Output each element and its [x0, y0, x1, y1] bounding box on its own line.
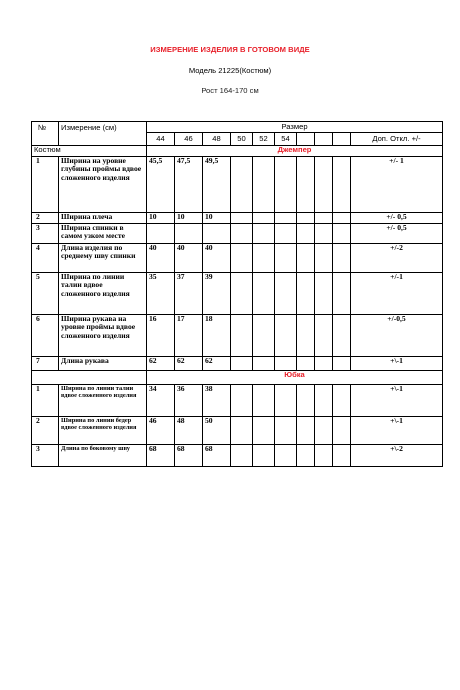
empty-size-cell [297, 213, 315, 224]
size-header-cell [333, 133, 351, 146]
empty-size-cell [333, 417, 351, 445]
row-number: 5 [32, 273, 59, 315]
table-row [32, 224, 443, 244]
tolerance-value: +/- 0,5 [351, 224, 443, 244]
value-48: 38 [203, 385, 231, 417]
value-48: 62 [203, 357, 231, 371]
row-number: 3 [32, 224, 59, 244]
tolerance-value: +/- 0,5 [351, 213, 443, 224]
empty-size-cell [315, 445, 333, 467]
value-46: 37 [175, 273, 203, 315]
model-label: Модель 21225(Костюм) [188, 66, 272, 75]
empty-size-cell [297, 315, 315, 357]
row-number: 1 [32, 385, 59, 417]
empty-size-cell [253, 157, 275, 213]
empty-size-cell [333, 213, 351, 224]
measurement-name: Ширина рукава на уровне проймы вдвое сложенного изделия [59, 315, 147, 357]
empty-size-cell [315, 315, 333, 357]
value-44: 10 [147, 213, 175, 224]
empty-size-cell [275, 315, 297, 357]
empty-size-cell [231, 224, 253, 244]
empty-size-cell [275, 213, 297, 224]
empty-size-cell [253, 385, 275, 417]
empty-size-cell [253, 357, 275, 371]
tolerance-value: +/-0,5 [351, 315, 443, 357]
empty-size-cell [333, 157, 351, 213]
empty-size-cell [315, 244, 333, 273]
section-skirt: Юбка [147, 371, 443, 385]
measurement-name: Длина по боковому шву [59, 445, 147, 467]
measurement-table [31, 121, 443, 467]
empty-size-cell [297, 273, 315, 315]
value-44: 34 [147, 385, 175, 417]
tolerance-value: +\-1 [351, 385, 443, 417]
empty-size-cell [275, 157, 297, 213]
measurement-name: Ширина плеча [59, 213, 147, 224]
value-48: 49,5 [203, 157, 231, 213]
empty-size-cell [333, 315, 351, 357]
size-header-cell: 52 [253, 133, 275, 146]
empty-size-cell [231, 244, 253, 273]
value-46: 40 [175, 244, 203, 273]
value-44: 68 [147, 445, 175, 467]
empty-size-cell [333, 244, 351, 273]
table-row [32, 273, 443, 315]
empty-size-cell [253, 417, 275, 445]
value-44: 40 [147, 244, 175, 273]
empty-size-cell [315, 273, 333, 315]
tolerance-value: +\-1 [351, 417, 443, 445]
empty-size-cell [297, 385, 315, 417]
height-label: Рост 164-170 см [201, 86, 259, 95]
size-header-cell: 48 [203, 133, 231, 146]
value-46: 17 [175, 315, 203, 357]
empty-size-cell [297, 417, 315, 445]
empty-size-cell [315, 417, 333, 445]
empty-size-cell [315, 157, 333, 213]
empty-size-cell [315, 224, 333, 244]
empty-size-cell [231, 417, 253, 445]
empty-size-cell [315, 357, 333, 371]
value-44: 35 [147, 273, 175, 315]
value-46: 10 [175, 213, 203, 224]
page-title: ИЗМЕРЕНИЕ ИЗДЕЛИЯ В ГОТОВОМ ВИДЕ [150, 45, 310, 54]
empty-size-cell [253, 224, 275, 244]
value-44 [147, 224, 175, 244]
table-row [32, 385, 443, 417]
value-46: 47,5 [175, 157, 203, 213]
empty-size-cell [253, 213, 275, 224]
row-number: 1 [32, 157, 59, 213]
value-44: 62 [147, 357, 175, 371]
empty-size-cell [253, 315, 275, 357]
measurement-name: Длина изделия по среднему шву спинки [59, 244, 147, 273]
empty-size-cell [333, 273, 351, 315]
size-header-cell: 46 [175, 133, 203, 146]
value-48: 10 [203, 213, 231, 224]
measurement-name: Длина рукава [59, 357, 147, 371]
size-header-cell [315, 133, 333, 146]
empty-size-cell [253, 244, 275, 273]
tolerance-header: Доп. Откл. +/- [351, 133, 443, 146]
value-46: 68 [175, 445, 203, 467]
tolerance-value: +\-1 [351, 357, 443, 371]
col-no-header: № [32, 122, 59, 146]
size-header-cell: 44 [147, 133, 175, 146]
table-row [32, 157, 443, 213]
measurement-name: Ширина по линии бедер вдвое сложенного изделия [59, 417, 147, 445]
empty-size-cell [297, 244, 315, 273]
tolerance-value: +/-2 [351, 244, 443, 273]
empty-size-cell [297, 157, 315, 213]
size-header-cell: 50 [231, 133, 253, 146]
value-48: 68 [203, 445, 231, 467]
measurement-name: Ширина спинки в самом узком месте [59, 224, 147, 244]
measurement-name: Ширина по линии талии вдвое сложенного изделия [59, 273, 147, 315]
value-46: 36 [175, 385, 203, 417]
empty-size-cell [315, 213, 333, 224]
empty-size-cell [333, 445, 351, 467]
measurement-name: Ширина на уровне глубины проймы вдвое сложенного изделия [59, 157, 147, 213]
value-44: 46 [147, 417, 175, 445]
empty-size-cell [333, 385, 351, 417]
value-46 [175, 224, 203, 244]
empty-size-cell [275, 417, 297, 445]
empty-size-cell [315, 385, 333, 417]
empty-size-cell [253, 445, 275, 467]
value-48: 39 [203, 273, 231, 315]
table-row [32, 417, 443, 445]
row-number: 3 [32, 445, 59, 467]
empty-size-cell [231, 445, 253, 467]
empty-size-cell [275, 244, 297, 273]
value-48: 50 [203, 417, 231, 445]
empty-size-cell [275, 385, 297, 417]
row-number: 2 [32, 213, 59, 224]
empty-size-cell [231, 157, 253, 213]
tolerance-value: +\-2 [351, 445, 443, 467]
table-row [32, 315, 443, 357]
col-measure-header: Измерение (см) [59, 122, 147, 146]
table-row [32, 445, 443, 467]
empty-size-cell [333, 357, 351, 371]
value-46: 48 [175, 417, 203, 445]
empty-cell [32, 371, 147, 385]
empty-size-cell [231, 273, 253, 315]
value-44: 16 [147, 315, 175, 357]
empty-size-cell [275, 273, 297, 315]
empty-size-cell [297, 224, 315, 244]
value-48: 40 [203, 244, 231, 273]
empty-size-cell [297, 357, 315, 371]
empty-size-cell [231, 357, 253, 371]
table-row [32, 357, 443, 371]
empty-size-cell [231, 385, 253, 417]
value-46: 62 [175, 357, 203, 371]
row-number: 7 [32, 357, 59, 371]
table-row [32, 213, 443, 224]
col-size-header: Размер [147, 122, 443, 133]
value-48: 18 [203, 315, 231, 357]
table-row [32, 244, 443, 273]
section-jacket: Джемпер [147, 146, 443, 157]
costume-label: Костюм [32, 146, 147, 157]
row-number: 4 [32, 244, 59, 273]
tolerance-value: +/-1 [351, 273, 443, 315]
empty-size-cell [275, 224, 297, 244]
value-48 [203, 224, 231, 244]
empty-size-cell [231, 315, 253, 357]
measurement-name: Ширина по линии талии вдвое сложенного изделия [59, 385, 147, 417]
size-header-cell: 54 [275, 133, 297, 146]
tolerance-value: +/- 1 [351, 157, 443, 213]
value-44: 45,5 [147, 157, 175, 213]
empty-size-cell [275, 357, 297, 371]
size-header-cell [297, 133, 315, 146]
row-number: 2 [32, 417, 59, 445]
row-number: 6 [32, 315, 59, 357]
empty-size-cell [253, 273, 275, 315]
empty-size-cell [333, 224, 351, 244]
empty-size-cell [275, 445, 297, 467]
empty-size-cell [231, 213, 253, 224]
empty-size-cell [297, 445, 315, 467]
